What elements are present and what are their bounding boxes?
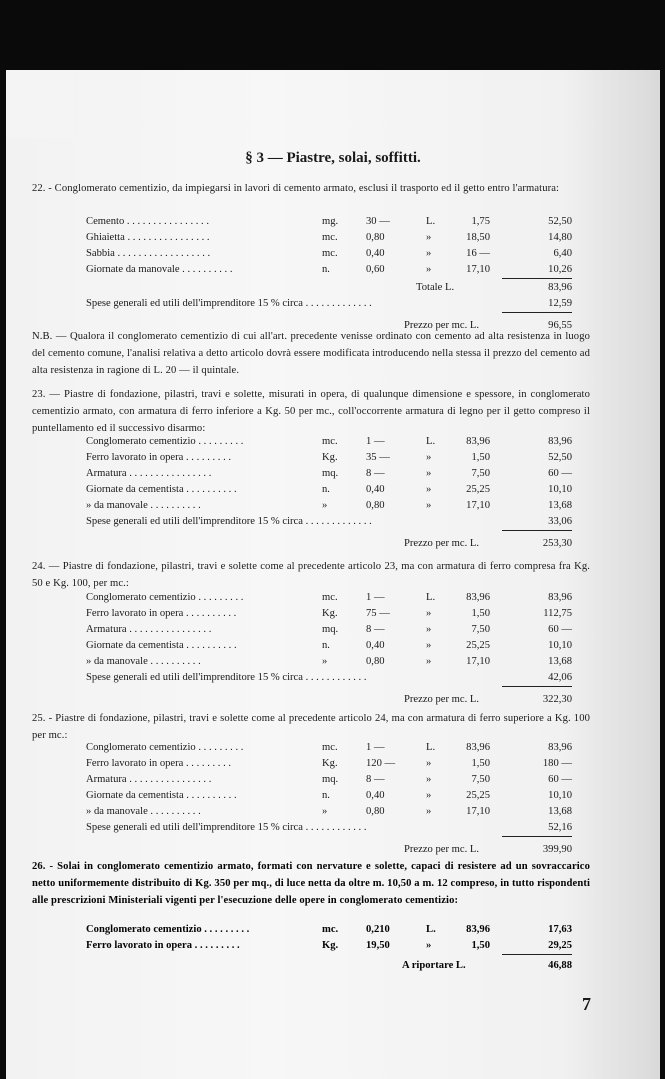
art24-intro: 24. — Piastre di fondazione, pilastri, travi e solette come al precedente articolo 23, ma con armatura di ferro compresa fra Kg. 50 e Kg. 100, per mc.: [32,561,590,589]
section-title: § 3 — Piastre, solai, soffitti. [245,150,421,166]
art23-intro: 23. — Piastre di fondazione, pilastri, travi e solette, misurati in opera, di qualunque dimensione e spessore, in conglomerato cementizio armato, con armatura di ferro inferiore a Kg. 50 per mc., coll'occorrente armatura di legno per il getto compreso il puntellamento ed il successivo disarmo: [32,389,590,434]
art26-intro: 26. - Solai in conglomerato cementizio armato, formati con nervature e solette, capaci di resistere ad un sovraccarico netto uniformemente distribuito di Kg. 350 per mq., di luce netta da oltre m. 10,50 a m. 12 compreso, in tutto rispondenti alle prescrizioni Ministeriali vigenti per l'esecuzione delle opere in conglomerato cementizio: [32,861,590,906]
scanned-page: § 3 — Piastre, solai, soffitti. 22. - Conglomerato cementizio, da impiegarsi in lavori di cemento armato, esclusi il trasporto ed il getto entro l'armatura: Cemento . . . . . . . . . . . . . . . . mg. 30 — L. 1,75 52,50 Ghiaietta . . . . . . . . . . . . . . . . mc. 0,80 » 18,50 14,80 Sabbia . . . . . . . . . . . . . . . . . . mc. 0,40 » 16 — 6,40 Giornate da manovale . . . . . . . . . . n. 0,60 » 17,10 10,26 Totale L. 83,96 Spese generali ed utili dell'imprenditore 15 % circa . . . . . . . . . . . . . 12,59 Prezzo per mc. L. 96,55 N.B. — Qualora il conglomerato cementizio di cui all'art. precedente venisse ordinato con cemento ad alta resistenza in luogo del cemento comune, l'analisi relativa a detto articolo dovrà essere modificata introducendo nella stessa il prezzo del cemento ad alta resistenza in ragione di L. 20 — il quintale. 23. — Piastre di fondazione, pilastri, travi e solette, misurati in opera, di qualunque dimensione e spessore, in conglomerato cementizio armato, con armatura di ferro inferiore a Kg. 50 per mc., coll'occorrente armatura di legno per il getto compreso il puntellamento ed il successivo disarmo: Conglomerato cementizio . . . . . . . . . mc. 1 — L. 83,96 83,96 Ferro lavorato in opera . . . . . . . . . Kg. 35 — » 1,50 52,50 Armatura . . . . . . . . . . . . . . . . mq. 8 — » 7,50 60 — Giornate da cementista . . . . . . . . . . n. 0,40 » 25,25 10,10 » da manovale . . . . . . . . . . » 0,80 » 17,10 13,68 Spese generali ed utili dell'imprenditore 15 % circa . . . . . . . . . . . . . 33,06 Prezzo per mc. L. 253,30 24. — Piastre di fondazione, pilastri, travi e solette come al precedente articolo 23, ma con armatura di ferro compresa fra Kg. 50 e Kg. 100, per mc.: Conglomerato cementizio . . . . . . . . . mc. 1 — L. 83,96 83,96 Ferro lavorato in opera . . . . . . . . . . Kg. 75 — » 1,50 112,75 Armatura . . . . . . . . . . . . . . . . mq. 8 — » 7,50 60 — Giornate da cementista . . . . . . . . . . n. 0,40 » 25,25 10,10 » da manovale . . . . . . . . . . » 0,80 » 17,10 13,68 Spese generali ed utili dell'imprenditore 15 % circa . . . . . . . . . . . . 42,06 Prezzo per mc. L. 322,30 25. - Piastre di fondazione, pilastri, travi e solette come al precedente articolo 24, ma con armatura di ferro superiore a Kg. 100 per mc.: Conglomerato cementizio . . . . . . . . . mc. 1 — L. 83,96 83,96 Ferro lavorato in opera . . . . . . . . . Kg. 120 — » 1,50 180 — Armatura . . . . . . . . . . . . . . . . mq. 8 — » 7,50 60 — Giornate da cementista . . . . . . . . . . n. 0,40 » 25,25 10,10 » da manovale . . . . . . . . . . » 0,80 » 17,10 13,68 Spese generali ed utili dell'imprenditore 15 % circa . . . . . . . . . . . . 52,16 Prezzo per mc. L. 399,90 26. - Solai in conglomerato cementizio armato, formati con nervature e solette, capaci di resistere ad un sovraccarico netto uniformemente distribuito di Kg. 350 per mq., di luce netta da oltre m. 10,50 a m. 12 compreso, in tutto rispondenti alle prescrizioni Ministeriali vigenti per l'esecuzione delle opere in conglomerato cementizio: Conglomerato cementizio . . . . . . . . . mc. 0,210 L. 83,96 17,63 Ferro lavorato in opera . . . . . . . . . Kg. 19,50 » 1,50 29,25 A riportare L. 46,88 7 [6,70,660,1079]
art22-intro: 22. - Conglomerato cementizio, da impiegarsi in lavori di cemento armato, esclusi il trasporto ed il getto entro l'armatura: [32,183,560,194]
page-corner-tape [6,70,74,138]
totale-row: Totale L. 83,96 [416,282,572,293]
page-number: 7 [582,994,591,1014]
nb-note: N.B. — Qualora il conglomerato cementizio di cui all'art. precedente venisse ordinato con cemento ad alta resistenza in luogo del cemento comune, l'analisi relativa a detto articolo dovrà essere modificata introducendo nella stessa il prezzo del cemento ad alta resistenza in ragione di L. 20 — il quintale. [32,331,590,376]
art25-intro: 25. - Piastre di fondazione, pilastri, travi e solette come al precedente articolo 24, ma con armatura di ferro superiore a Kg. 100 per mc.: [32,713,590,741]
